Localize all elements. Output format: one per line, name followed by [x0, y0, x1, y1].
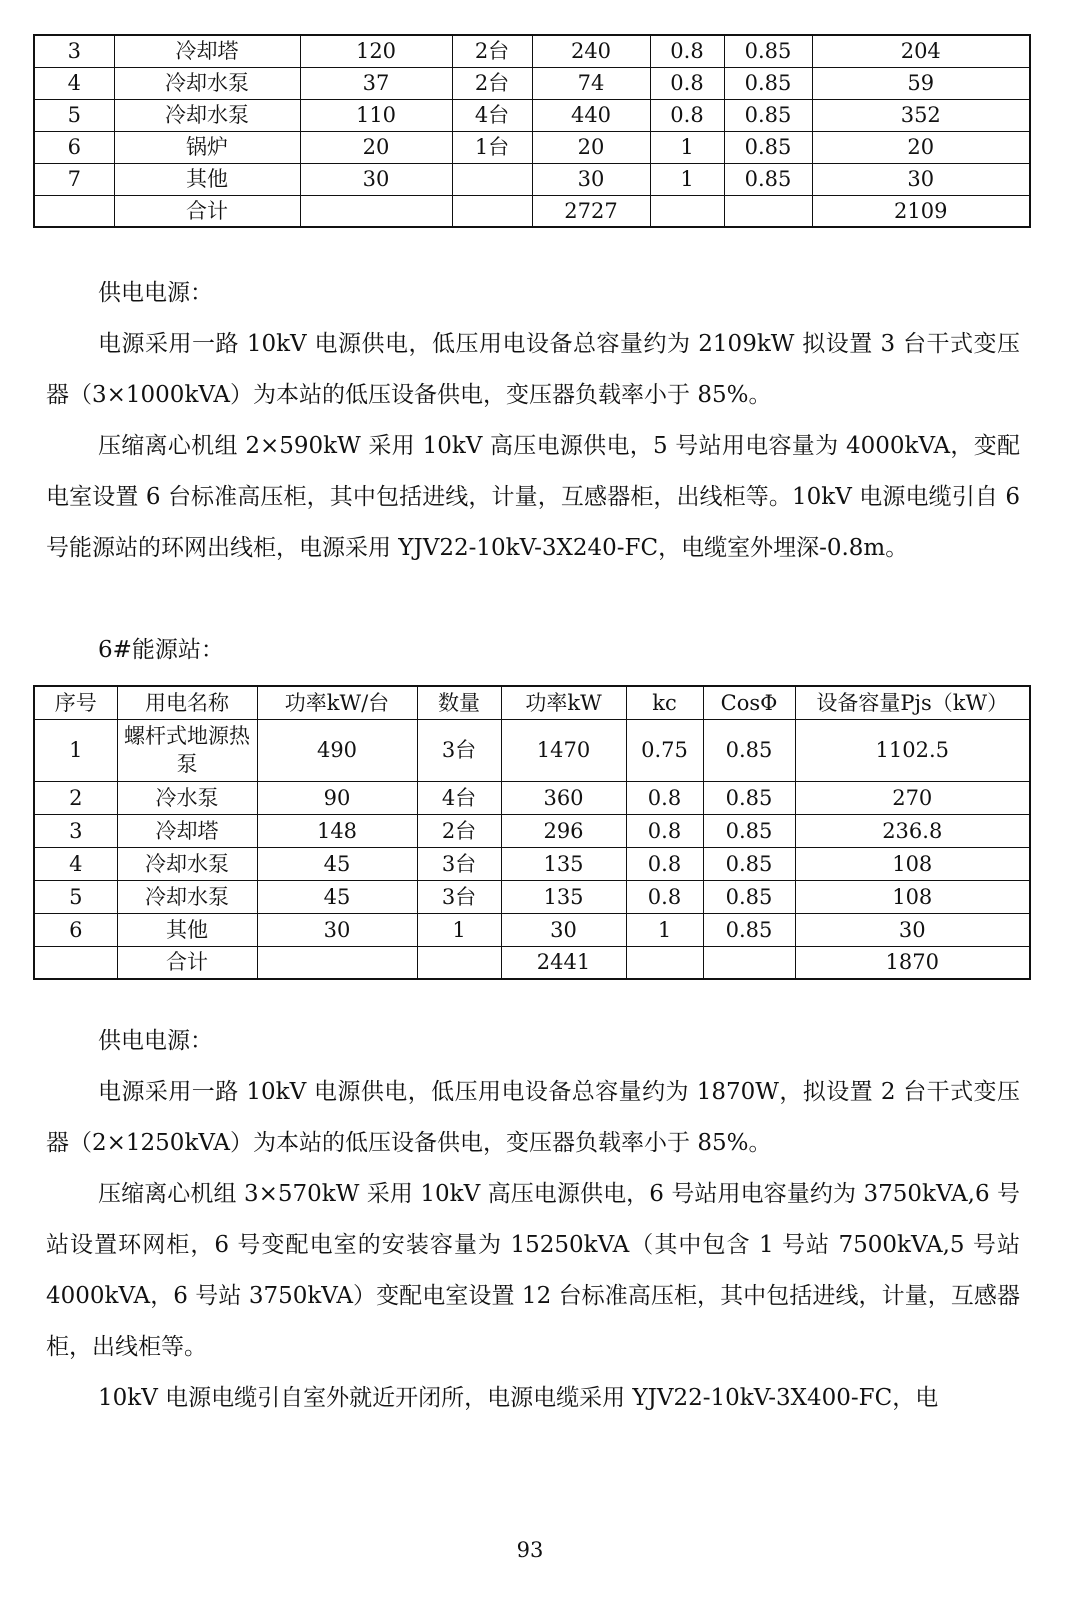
table-row: 3 冷却塔 120 2台 240 0.8 0.85 204 [34, 35, 1030, 67]
section2-paragraph-1: 电源采用一路 10kV 电源供电，低压用电设备总容量约为 1870W，拟设置 2 台干式变压器（2×1250kVA）为本站的低压设备供电，变压器负载率小于 85%。 [46, 1079, 1020, 1156]
column-header: 用电名称 [117, 686, 257, 719]
table-row: 5 冷却水泵 110 4台 440 0.8 0.85 352 [34, 99, 1030, 131]
column-header: 设备容量Pjs（kW） [795, 686, 1030, 719]
section1-paragraph-2: 压缩离心机组 2×590kW 采用 10kV 高压电源供电，5 号站用电容量为 4000kVA，变配电室设置 6 台标准高压柜，其中包括进线，计量，互感器柜，出线柜等。10kV 电源电缆引自 6 号能源站的环网出线柜，电源采用 YJV22-10kV-3X240-FC，电缆室外埋深-0.8m。 [46, 433, 1020, 561]
column-header: CosΦ [703, 686, 795, 719]
table-row: 3 冷却塔 148 2台 296 0.8 0.85 236.8 [34, 814, 1030, 847]
table-row: 4 冷却水泵 45 3台 135 0.8 0.85 108 [34, 847, 1030, 880]
load-table-station5 [33, 34, 1031, 228]
section1-paragraph-1: 电源采用一路 10kV 电源供电，低压用电设备总容量约为 2109kW 拟设置 3 台干式变压器（3×1000kVA）为本站的低压设备供电，变压器负载率小于 85%。 [46, 331, 1020, 408]
table-total-row: 合计 2441 1870 [34, 946, 1030, 979]
table-row: 5 冷却水泵 45 3台 135 0.8 0.85 108 [34, 880, 1030, 913]
table-row: 6 其他 30 1 30 1 0.85 30 [34, 913, 1030, 946]
table-total-row: 合计 2727 2109 [34, 195, 1030, 227]
table-row: 1 螺杆式地源热泵 490 3台 1470 0.75 0.85 1102.5 [34, 719, 1030, 781]
column-header: kc [626, 686, 703, 719]
column-header: 功率kW [501, 686, 626, 719]
table1-body [34, 35, 1030, 227]
column-header: 序号 [34, 686, 117, 719]
table2-body [34, 686, 1030, 979]
station6-title: 6#能源站： [98, 637, 224, 663]
column-header: 数量 [417, 686, 501, 719]
column-header: 功率kW/台 [257, 686, 417, 719]
table-row: 6 锅炉 20 1台 20 1 0.85 20 [34, 131, 1030, 163]
page-number: 93 [516, 1538, 544, 1562]
load-table-station6 [33, 685, 1031, 980]
table-row: 4 冷却水泵 37 2台 74 0.8 0.85 59 [34, 67, 1030, 99]
section2-paragraph-3: 10kV 电源电缆引自室外就近开闭所，电源电缆采用 YJV22-10kV-3X400-FC，电 [98, 1385, 939, 1411]
section2-paragraph-2: 压缩离心机组 3×570kW 采用 10kV 高压电源供电，6 号站用电容量约为 3750kVA,6 号站设置环网柜，6 号变配电室的安装容量为 15250kVA（其中包含 1 号站 7500kVA,5 号站 4000kVA，6 号站 3750kVA）变配电室设置 12 台标准高压柜，其中包括进线，计量，互感器柜，出线柜等。 [46, 1181, 1020, 1360]
table-header-row [34, 686, 1030, 719]
section1-heading: 供电电源： [98, 280, 213, 306]
table-row: 2 冷水泵 90 4台 360 0.8 0.85 270 [34, 781, 1030, 814]
section2-heading: 供电电源： [98, 1028, 213, 1054]
table-row: 7 其他 30 30 1 0.85 30 [34, 163, 1030, 195]
